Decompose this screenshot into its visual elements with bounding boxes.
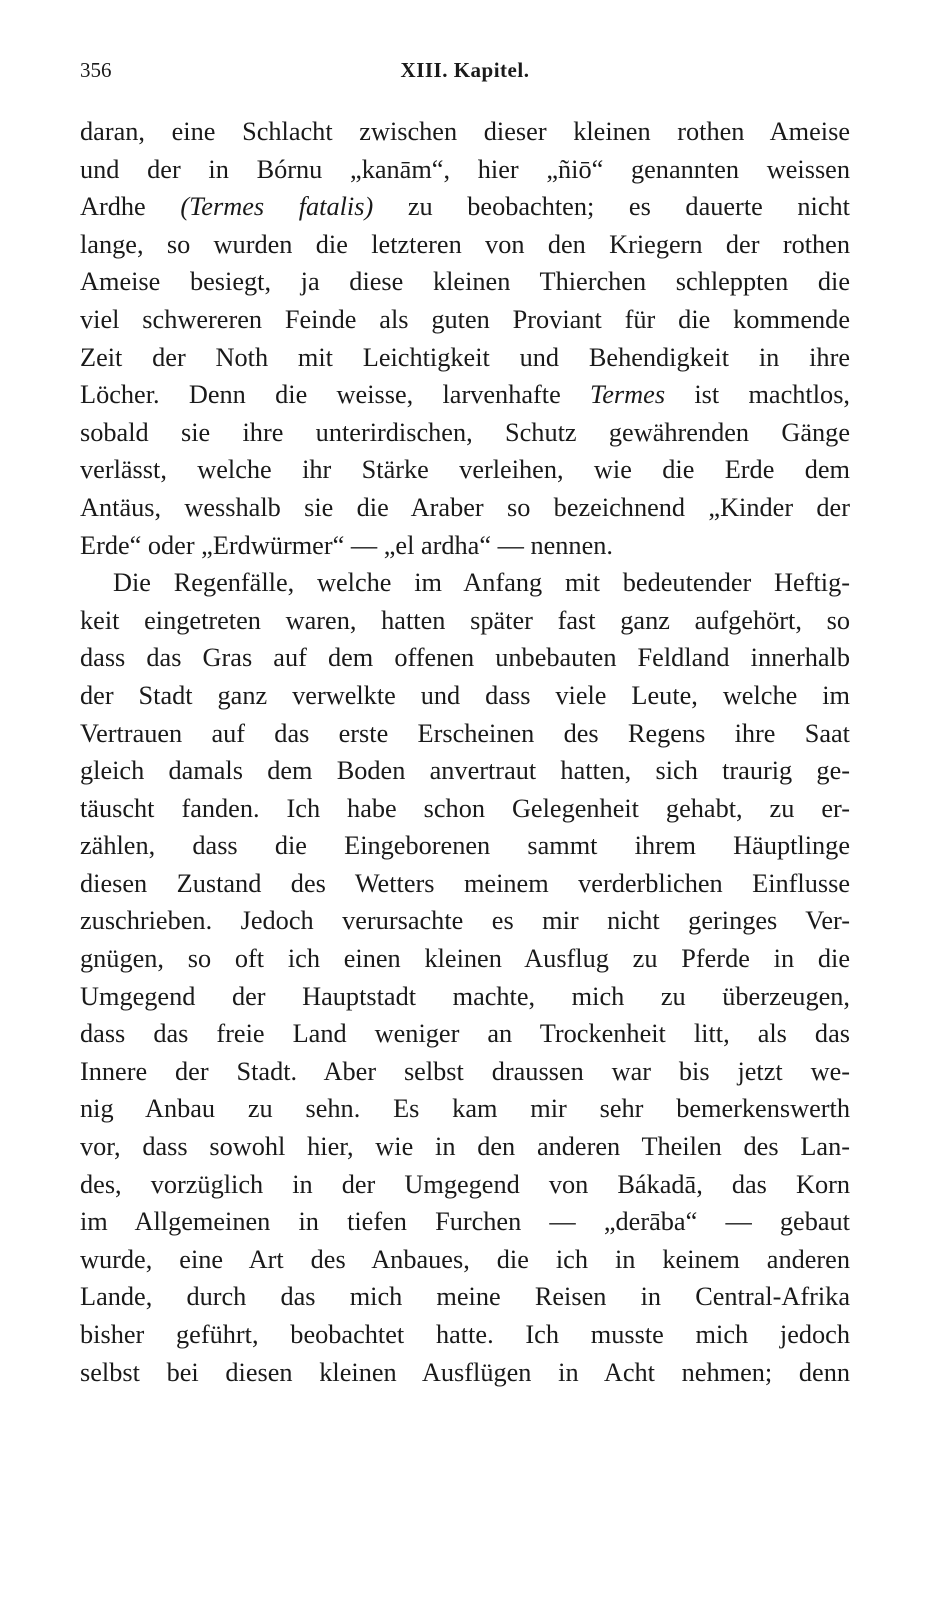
running-title: XIII. Kapitel. bbox=[400, 58, 530, 82]
text-line: im Allgemeinen in tiefen Furchen — „derāba“ — gebaut bbox=[80, 1207, 850, 1237]
paragraph-end-line: Erde“ oder „Erdwürmer“ — „el ardha“ — nennen. bbox=[80, 530, 613, 560]
text-line: Zeit der Noth mit Leichtigkeit und Behendigkeit in ihre bbox=[80, 342, 850, 372]
text-line: Vertrauen auf das erste Erscheinen des Regens ihre Saat bbox=[80, 718, 850, 748]
text-line: Ameise besiegt, ja diese kleinen Thierchen schleppten die bbox=[80, 267, 850, 297]
page-number: 356 bbox=[80, 58, 112, 82]
text-line: sobald sie ihre unterirdischen, Schutz gewährenden Gänge bbox=[80, 417, 850, 447]
text-line: gleich damals dem Boden anvertraut hatten, sich traurig ge- bbox=[80, 756, 850, 786]
text-line: zählen, dass die Eingeborenen sammt ihrem Häuptlinge bbox=[80, 831, 850, 861]
text-line: daran, eine Schlacht zwischen dieser kleinen rothen Ameise bbox=[80, 117, 850, 146]
text-line: zuschrieben. Jedoch verursachte es mir nicht geringes Ver- bbox=[80, 906, 850, 936]
text-line: der Stadt ganz verwelkte und dass viele Leute, welche im bbox=[80, 680, 850, 710]
text-line: und der in Bórnu „kanām“, hier „ñiō“ genannten weissen bbox=[80, 154, 850, 184]
text-line: dass das freie Land weniger an Trockenheit litt, als das bbox=[80, 1019, 850, 1049]
text-line: des, vorzüglich in der Umgegend von Bákadā, das Korn bbox=[80, 1169, 850, 1199]
text-line: gnügen, so oft ich einen kleinen Ausflug zu Pferde in die bbox=[80, 944, 850, 974]
text-line bbox=[80, 188, 850, 226]
text-line: keit eingetreten waren, hatten später fast ganz aufgehört, so bbox=[80, 605, 850, 635]
text-line bbox=[80, 376, 850, 414]
text-line: bisher geführt, beobachtet hatte. Ich musste mich jedoch bbox=[80, 1320, 850, 1349]
text-line: täuscht fanden. Ich habe schon Gelegenheit gehabt, zu er- bbox=[80, 793, 850, 823]
text-span: zu beobachten; es dauerte nicht bbox=[373, 192, 850, 222]
text-line: dass das Gras auf dem offenen unbebauten Feldland innerhalb bbox=[80, 643, 850, 673]
text-line: Innere der Stadt. Aber selbst draussen war bis jetzt we- bbox=[80, 1056, 850, 1086]
text-line: lange, so wurden die letzteren von den Kriegern der rothen bbox=[80, 229, 850, 259]
text-line: viel schwereren Feinde als guten Proviant für die kommende bbox=[80, 304, 850, 334]
paragraph-start-line: Die Regenfälle, welche im Anfang mit bedeutender Heftig- bbox=[113, 568, 850, 598]
text-line: Lande, durch das mich meine Reisen in Central-Afrika bbox=[80, 1282, 850, 1312]
text-span: Löcher. Denn die weisse, larvenhafte bbox=[80, 380, 591, 410]
text-line: Umgegend der Hauptstadt machte, mich zu überzeugen, bbox=[80, 981, 850, 1011]
text-span: ist machtlos, bbox=[665, 380, 850, 410]
text-line: diesen Zustand des Wetters meinem verderblichen Einflusse bbox=[80, 868, 850, 898]
text-line: nig Anbau zu sehn. Es kam mir sehr bemerkenswerth bbox=[80, 1094, 850, 1124]
text-line: wurde, eine Art des Anbaues, die ich in keinem anderen bbox=[80, 1244, 850, 1274]
text-line: vor, dass sowohl hier, wie in den anderen Theilen des Lan- bbox=[80, 1132, 850, 1162]
italic-term: (Termes fatalis) bbox=[180, 192, 374, 222]
body-text bbox=[80, 113, 850, 1391]
page-header bbox=[80, 58, 850, 94]
text-span: Ardhe bbox=[80, 192, 181, 222]
text-line: Antäus, wesshalb sie die Araber so bezeichnend „Kinder der bbox=[80, 492, 850, 522]
text-line: verlässt, welche ihr Stärke verleihen, wie die Erde dem bbox=[80, 455, 850, 485]
italic-term: Termes bbox=[590, 380, 666, 410]
text-line: selbst bei diesen kleinen Ausflügen in Acht nehmen; denn bbox=[80, 1357, 850, 1387]
